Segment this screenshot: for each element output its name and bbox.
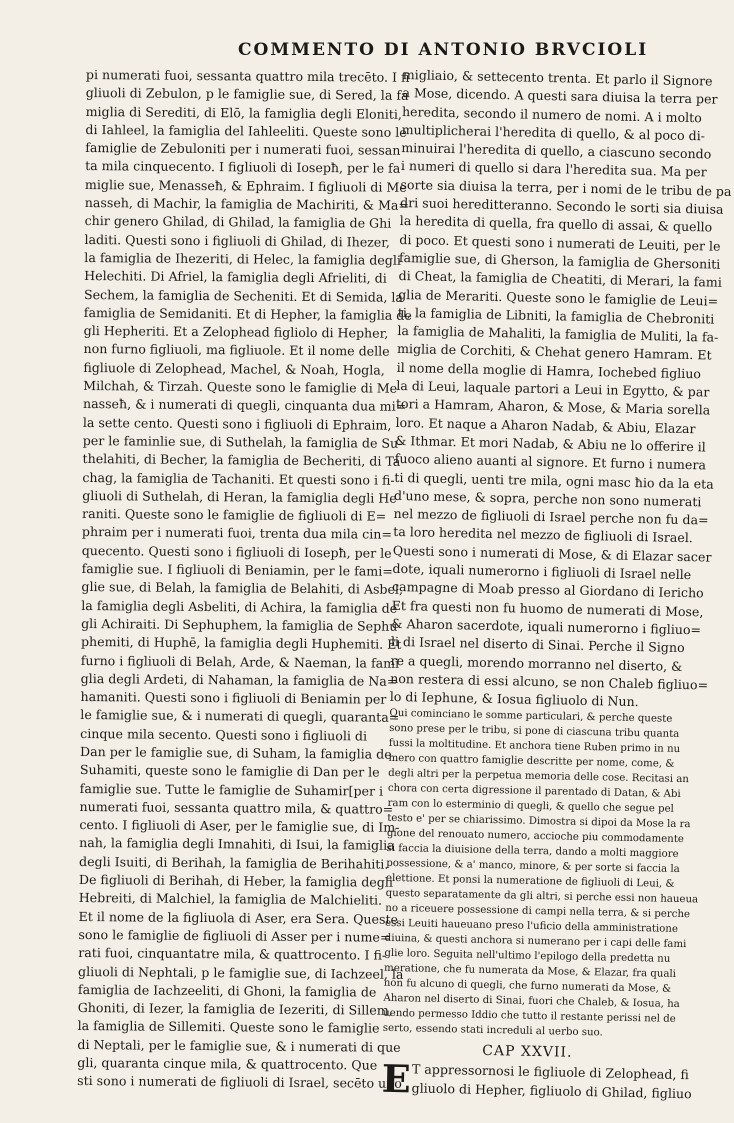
- commentary-line: glie loro. Seguita nell'ultimo l'epilogo della predetta nu: [384, 948, 671, 966]
- text-line: dote, iquali numerorno i figliuoli di Israel nelle: [392, 560, 692, 583]
- text-line: il nome della moglie di Hamra, Iochebed figliuo: [396, 359, 702, 382]
- text-line: migliaio, & settecento trenta. Et parlo il Signore: [402, 66, 713, 89]
- chapter-text: [411, 1061, 692, 1103]
- text-line: & Ithmar. Et mori Nadab, & Abiu ne lo offerire il: [395, 432, 706, 455]
- text-line: Et il nome de la figliuola di Aser, era Sera. Queste: [78, 908, 399, 927]
- text-line: Et fra questi non fu huomo de numerati di Mose,: [391, 597, 704, 620]
- text-line: laditi. Questi sono i figliuoli di Ghilad, di Ihezer,: [84, 231, 391, 250]
- chapter-opening: [381, 1056, 692, 1103]
- text-line: Suhamiti, queste sono le famiglie di Dan per le: [79, 762, 380, 780]
- text-line: Dan per le famiglie sue, di Suham, la famiglia de: [79, 743, 392, 762]
- text-line: per le faminlie sue, di Suthelah, la famiglia de Su-: [82, 432, 403, 451]
- commentary-line: testo e' per se chiarissimo. Dimostra si dipoi da Mose la ra: [387, 813, 691, 831]
- text-line: chag, la famiglia de Tachaniti. Et questi sono i fi-: [82, 469, 395, 488]
- commentary-line: degli altri per la perpetua memoria delle cose. Recitasi an: [388, 768, 690, 786]
- text-line: di poco. Et questi sono i numerati de Leuiti, per le: [399, 231, 721, 254]
- text-line: raniti. Queste sono le famiglie de figliuoli di E=: [82, 506, 387, 524]
- text-line: di Iahleel, la famiglia del Iahleeliti. Queste sono le: [85, 121, 407, 140]
- text-line: gli Achiraiti. Di Sephuphem, la famiglia de Sephu: [81, 615, 398, 634]
- text-line: la famiglia degli Asbeliti, di Achira, la famiglia de: [81, 597, 398, 616]
- text-line: furno i figliuoli di Belah, Arde, & Naeman, la fami: [80, 652, 400, 671]
- text-line: glie sue, di Belah, la famiglia de Belahiti, di Asbel,: [81, 579, 404, 598]
- text-line: Milchah, & Tirzah. Queste sono le famiglie di Me: [83, 378, 398, 396]
- text-line: ta mila cinquecento. I figliuoli di Iosepħ, per le fa: [85, 158, 401, 177]
- commentary-line: no a riceuere possessione di campi nella terra, & si perche: [385, 903, 691, 921]
- text-line: nasseħ, & i numerati di quegli, cinquanta dua mi=: [82, 396, 407, 415]
- text-line: Hebreiti, di Malchiel, la famiglia de Malchieliti.: [78, 890, 383, 908]
- text-line: la famiglia de Sillemiti. Queste sono le famiglie: [77, 1018, 380, 1037]
- text-line: gli Hepheriti. Et a Zelophead figliolo di Hepher,: [83, 323, 389, 341]
- commentary-line: uendo permesso Iddio che tutto il restante perissi nel de: [383, 1008, 676, 1026]
- text-line: heredita, secondo il numero de nomi. A i molto: [401, 103, 702, 125]
- commentary-line: si faccia la diuisione della terra, dando a molti maggiore: [386, 843, 679, 861]
- text-line: sorte sia diuisa la terra, per i nomi de le tribu de pa: [400, 176, 732, 199]
- text-line: la heredita di quella, fra quello di assai, & quello: [399, 213, 713, 235]
- commentary-line: mero con quattro famiglie descritte per nome, come, &: [388, 753, 675, 771]
- text-line: tori a Hamram, Aharon, & Mose, & Maria sorella: [395, 396, 711, 418]
- commentary-line: serto, essendo stati increduli al uerbo suo.: [382, 1023, 603, 1039]
- text-line: di Neptali, per le famiglie sue, & i numerati di que: [77, 1036, 401, 1055]
- text-line: chir genero Ghilad, di Ghilad, la famiglia de Ghi: [84, 213, 392, 232]
- text-line: cento. I figliuoli di Aser, per le famiglie sue, di Im-: [79, 817, 400, 835]
- right-text-column: [381, 66, 732, 1103]
- text-line: gliuoli di Suthelah, di Heran, la famiglia degli He: [82, 487, 397, 506]
- text-line: glia de Merariti. Queste sono le famiglie de Leui=: [398, 286, 719, 309]
- text-line: ti, la famiglia de Libniti, la famiglia de Chebroniti: [397, 304, 715, 327]
- text-line: & Aharon sacerdote, iquali numerorno i figliuo=: [391, 615, 702, 638]
- text-line: famiglia de Semidaniti. Et di Hepher, la famiglia de: [83, 304, 412, 323]
- commentary-line: non fu alcuno di quegli, che furno numerati da Mose, &: [383, 978, 672, 996]
- text-line: famiglie sue, di Gherson, la famiglia de Ghersoniti: [398, 249, 721, 272]
- commentary-line: elettione. Et ponsi la numeratione de figliuoli di Leui, &: [385, 873, 675, 891]
- text-line: lo di Iephune, & Iosua figliuolo di Nun.: [389, 688, 639, 710]
- commentary-line: chora con certa digressione il parentado di Datan, & Abi: [387, 783, 681, 801]
- text-line: De figliuoli di Berihah, di Heber, la famiglia degli: [78, 872, 394, 890]
- commentary-block: [382, 706, 699, 1042]
- commentary-line: essi Leuiti haueuano preso l'uficio della amministratione: [384, 918, 679, 936]
- text-line: sono le famiglie de figliuoli di Asser per i nume=: [78, 926, 391, 945]
- text-line: nah, la famiglia degli Imnahiti, di Isui, la famiglia: [79, 835, 395, 854]
- commentary-line: questo separatamente da gli altri, si perche essi non haueua: [385, 888, 699, 906]
- text-line: non restera di essi alcuno, se non Chaleb figliuo=: [390, 670, 709, 693]
- text-line: fuoco alieno auanti al signore. Et furno i numera: [394, 451, 707, 473]
- text-line: T appressornosi le figliuole di Zelophead, fi: [411, 1061, 690, 1083]
- text-line: re a quegli, morendo morranno nel diserto, &: [390, 652, 683, 674]
- text-line: non furno figliuoli, ma figliuole. Et il nome delle: [83, 341, 390, 360]
- text-line: li di Israel nel diserto di Sinai. Perche il Signo: [390, 634, 685, 656]
- text-line: campagne di Moab presso al Giordano di Iericho: [391, 579, 704, 601]
- commentary-line: Qui cominciano le somme particulari, & perche queste: [389, 708, 673, 726]
- text-line: Ghoniti, di Iezer, la famiglia de Iezeriti, di Sillem,: [77, 1000, 393, 1018]
- text-line: glia degli Ardeti, di Nahaman, la famiglia de Na=: [80, 670, 398, 689]
- running-header: COMMENTO DI ANTONIO BRVCIOLI: [238, 40, 649, 60]
- commentary-line: meratione, che fu numerata da Mose, & Elazar, fra quali: [383, 963, 677, 981]
- text-line: famiglie de Zebuloniti per i numerati fuoi, sessan: [85, 140, 401, 158]
- text-line: la di Leui, laquale partori a Leui in Egytto, & par: [396, 377, 710, 400]
- chapter-heading: CAP XXVII.: [482, 1043, 573, 1062]
- text-line: loro. Et naque a Aharon Nadab, & Abiu, Elazar: [395, 414, 696, 436]
- text-line: numerati fuoi, sessanta quattro mila, & quattro=: [79, 798, 394, 817]
- scripture-text: [389, 66, 732, 712]
- text-line: degli Isuiti, di Berihah, la famiglia de Berihahiti.: [78, 853, 389, 872]
- text-line: minuirai l'heredita di quello, a ciascuno secondo: [401, 140, 712, 162]
- text-line: Sechem, la famiglia de Secheniti. Et di Semida, la: [83, 286, 403, 305]
- text-line: gliuolo di Hepher, figliuolo di Ghilad, figliuo: [411, 1080, 692, 1101]
- commentary-line: sono prese per le tribu, si pone di ciascuna tribu quanta: [389, 723, 680, 741]
- commentary-line: ram con lo esterminio di quegli, & quello che segue pel: [387, 798, 674, 816]
- text-line: Helechiti. Di Afriel, la famiglia degli Afrieliti, di: [84, 268, 387, 286]
- text-line: figliuole di Zelophead, Machel, & Noah, Hogla,: [83, 359, 385, 378]
- text-line: cinque mila secento. Questi sono i figliuoli di: [80, 725, 368, 744]
- text-line: la sette cento. Questi sono i figliuoli di Ephraim,: [82, 414, 392, 433]
- commentary-line: gione del renouato numero, accioche piu commodamente: [386, 828, 684, 846]
- text-line: phraim per i numerati fuoi, trenta dua mila cin=: [81, 524, 393, 543]
- text-line: miglia di Serediti, di Elō, la famiglia degli Eloniti,: [85, 103, 402, 122]
- text-line: ta loro heredita nel mezzo de figliuoli di Israel.: [393, 524, 694, 546]
- text-line: quecento. Questi sono i figliuoli di Iosepħ, per le: [81, 542, 392, 561]
- text-line: thelahiti, di Becher, la famiglia de Becheriti, di Ta: [82, 451, 401, 469]
- text-line: phemiti, di Huphē, la famiglia degli Huphemiti. Et: [80, 634, 402, 652]
- text-line: la famiglia de Mahaliti, la famiglia de Muliti, la fa-: [397, 323, 719, 345]
- text-line: rati fuoi, cinquantatre mila, & quattrocento. I fi-: [78, 945, 387, 963]
- left-text-column: [77, 66, 412, 1093]
- text-line: sti sono i numerati de figliuoli di Israel, secēto uno: [77, 1073, 402, 1092]
- text-line: famiglie sue. Tutte le famiglie de Suhamir[per i: [79, 780, 384, 799]
- text-line: gliuoli di Nephtali, p le famiglie sue, di Iachzeel, la: [78, 963, 404, 982]
- text-line: hamaniti. Questi sono i figliuoli di Beniamin per: [80, 689, 387, 707]
- text-line: famiglia de Iachzeeliti, di Ghoni, la famiglia de: [77, 981, 377, 1000]
- text-line: la famiglia de Ihezeriti, di Helec, la famiglia degli: [84, 249, 401, 268]
- text-line: multiplicherai l'heredita di quello, & al poco di-: [401, 121, 706, 144]
- text-line: Questi sono i numerati di Mose, & di Elazar sacer: [392, 542, 712, 565]
- text-line: gliuoli di Zebulon, p le famiglie sue, di Sered, la fa: [85, 85, 409, 104]
- text-line: di Cheat, la famiglia de Cheatiti, di Merari, la fami: [398, 268, 722, 290]
- text-line: miglie sue, Menasseħ, & Ephraim. I figliuoli di Me: [84, 176, 407, 195]
- text-line: le famiglie sue, & i numerati di quegli, quaranta=: [80, 707, 400, 726]
- text-line: ti di quegli, uenti tre mila, ogni masc ħio da la eta: [394, 469, 714, 492]
- drop-cap: E: [381, 1056, 412, 1102]
- text-line: dri suoi hereditteranno. Secondo le sorti sia diuisa: [399, 195, 724, 217]
- commentary-line: fussi la moltitudine. Et anchora tiene Ruben primo in nu: [388, 738, 681, 756]
- commentary-line: Aharon nel diserto di Sinai, fuori che Chaleb, & Iosua, ha: [383, 993, 680, 1011]
- text-line: d'uno mese, & sopra, perche non sono numerati: [393, 487, 702, 510]
- text-line: famiglie sue. I figliuoli di Beniamin, per le fami=: [81, 560, 393, 579]
- text-line: nel mezzo de figliuoli di Israel perche non fu da=: [393, 506, 709, 528]
- text-line: nasseh, di Machir, la famiglia de Machiriti, & Ma=: [84, 195, 410, 213]
- text-line: a Mose, dicendo. A questi sara diuisa la terra per: [402, 85, 718, 107]
- commentary-line: possessione, & a' manco, minore, & per sorte si faccia la: [386, 858, 680, 876]
- commentary-line: diuina, & questi anchora si numerano per i capi delle fami: [384, 933, 687, 951]
- text-line: miglia de Corchiti, & Chehat genero Hamram. Et: [396, 341, 712, 363]
- text-line: i numeri di quello si dara l'heredita sua. Ma per: [400, 158, 707, 180]
- text-line: gli, quaranta cinque mila, & quattrocento. Que: [77, 1054, 378, 1073]
- text-line: pi numerati fuoi, sessanta quattro mila trecēto. I fi: [85, 66, 410, 85]
